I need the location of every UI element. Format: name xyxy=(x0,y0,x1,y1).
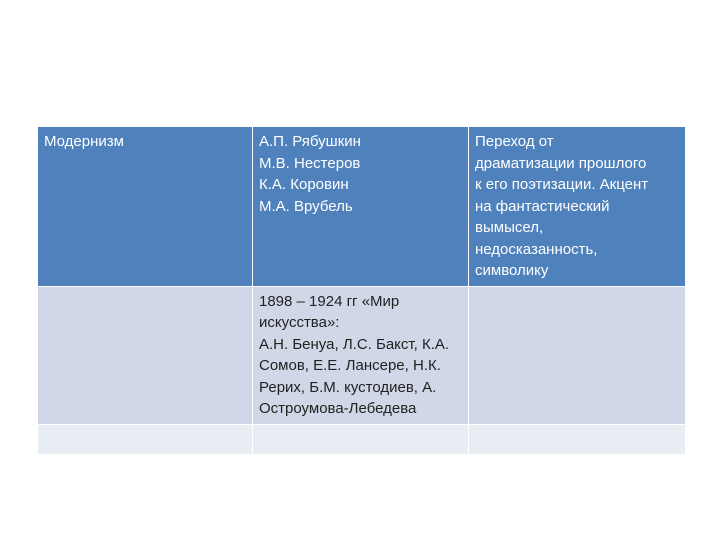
text-line: 1898 – 1924 гг «Мир xyxy=(259,292,400,310)
artist-name: К.А. Коровин xyxy=(259,176,349,193)
text-line: А.Н. Бенуа, Л.С. Бакст, К.А. xyxy=(259,335,450,353)
description-line: на фантастический xyxy=(475,197,610,215)
art-movements-table xyxy=(37,126,686,455)
description-line: драматизации прошлого xyxy=(475,154,647,172)
text-line: искусства»: xyxy=(259,314,340,331)
description-line: символику xyxy=(475,262,549,279)
empty-cell xyxy=(38,424,253,454)
empty-cell xyxy=(38,286,253,424)
description-line: Переход от xyxy=(475,133,554,150)
table-row xyxy=(38,286,686,424)
description-line: к его поэтизации. Акцент xyxy=(475,176,649,193)
table-row xyxy=(38,424,686,454)
artist-name: А.П. Рябушкин xyxy=(259,133,361,150)
description-line: недосказанность, xyxy=(475,240,598,258)
text-line: Рерих, Б.М. кустодиев, А. xyxy=(259,378,437,396)
description-line: вымысел, xyxy=(475,219,544,236)
text-line: Остроумова-Лебедева xyxy=(259,400,417,417)
description-cell xyxy=(469,127,686,287)
text-line: Сомов, Е.Е. Лансере, Н.К. xyxy=(259,357,441,374)
mir-iskusstva-cell xyxy=(253,286,469,424)
artist-name: М.А. Врубель xyxy=(259,197,353,215)
artists-cell xyxy=(253,127,469,287)
artist-name: М.В. Нестеров xyxy=(259,154,361,172)
table-row xyxy=(38,127,686,287)
empty-cell xyxy=(469,286,686,424)
movement-name: Модернизм xyxy=(44,133,124,150)
movement-cell xyxy=(38,127,253,287)
empty-cell xyxy=(253,424,469,454)
empty-cell xyxy=(469,424,686,454)
